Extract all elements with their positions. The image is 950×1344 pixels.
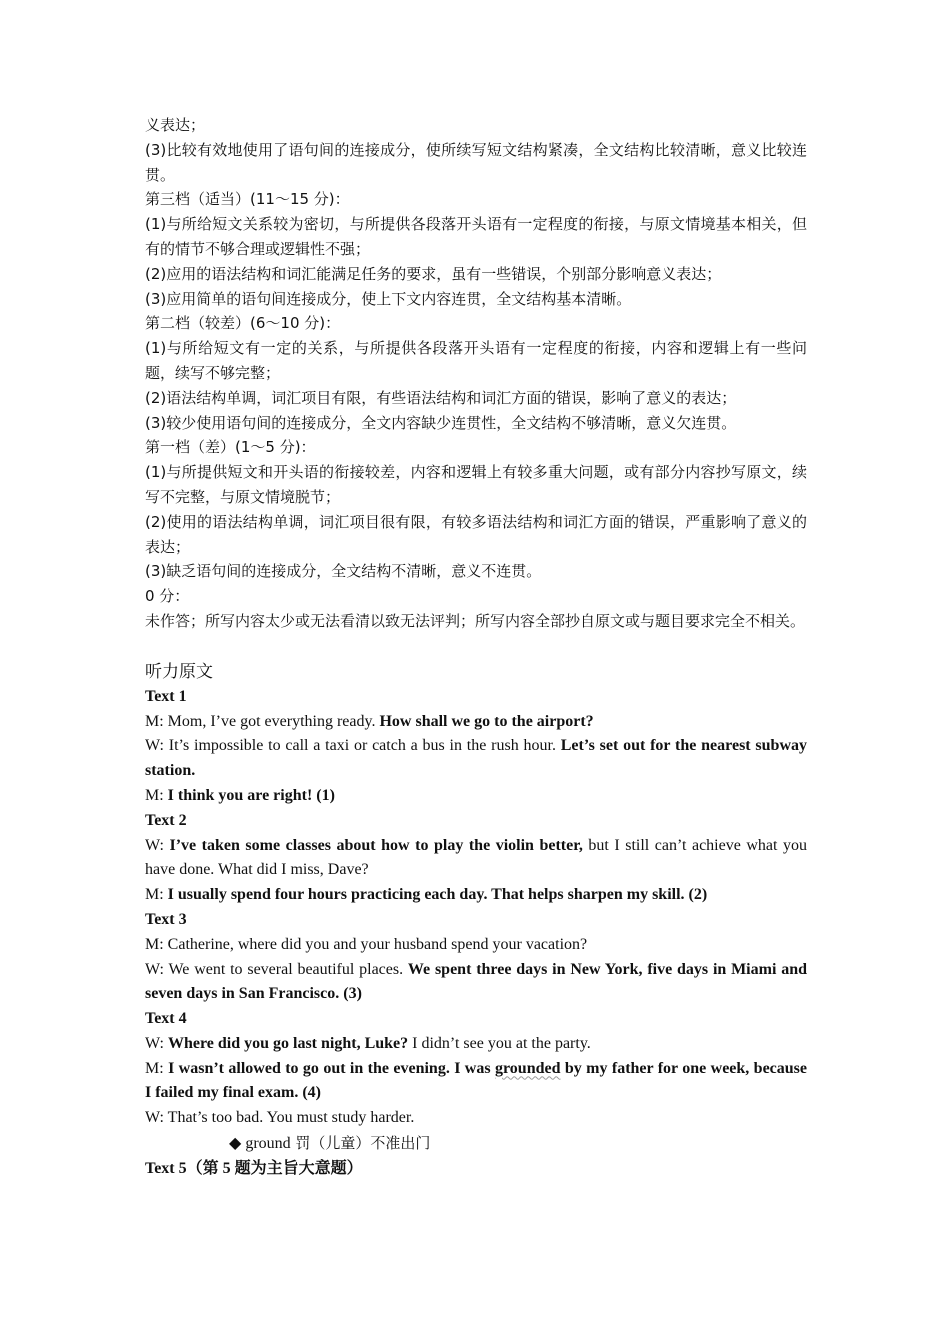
band-2-heading: 第二档（较差）(6～10 分)：	[145, 314, 341, 333]
scoring-line: (3)缺乏语句间的连接成分，全文结构不清晰，意义不连贯。	[145, 562, 542, 581]
dialogue-line: M: Catherine, where did you and your husband spend your vacation?	[145, 935, 588, 953]
scoring-line: 未作答；所写内容太少或无法看清以致无法评判；所写内容全部抄自原文或与题目要求完全不相关。	[145, 611, 806, 630]
dialogue-line	[145, 710, 807, 735]
dialogue-line	[145, 834, 807, 884]
band-0-heading: 0 分：	[145, 587, 190, 606]
dialogue-text: M:	[145, 886, 168, 904]
underlined-keyword: grounded	[494, 1059, 561, 1077]
dialogue-bold-text: Where did you go last night, Luke?	[167, 1034, 409, 1052]
dialogue-bold-text: I wasn’t allowed to go out in the evening. I was	[168, 1059, 495, 1077]
note-word: ground	[241, 1135, 291, 1153]
scoring-line: (3)比较有效地使用了语句间的连接成分，使所续写短文结构紧凑，全文结构比较清晰，意义比较连贯。	[145, 140, 807, 184]
text-4-label: Text 4	[145, 1010, 187, 1028]
dialogue-bold-text: I think you are right! (1)	[167, 786, 335, 804]
dialogue-text: W: It’s impossible to call a taxi or catch a bus in the rush hour.	[145, 737, 561, 755]
scoring-line: (2)应用的语法结构和词汇能满足任务的要求，虽有一些错误，个别部分影响意义表达；	[145, 264, 722, 283]
dialogue-bold-text: I’ve taken some classes about how to play the violin better,	[169, 836, 583, 854]
text-2-label: Text 2	[145, 811, 187, 829]
scoring-line: (1)与所给短文关系较为密切，与所提供各段落开头语有一定程度的衔接，与原文情境基本相关，但有的情节不够合理或逻辑性不强；	[145, 215, 807, 258]
scoring-line: (1)与所提供短文和开头语的衔接较差，内容和逻辑上有较多重大问题，或有部分内容抄写原文，续写不完整，与原文情境脱节；	[145, 463, 807, 506]
text-5-label: Text 5（第 5 题为主旨大意题）	[145, 1159, 363, 1177]
dialogue-line	[145, 958, 807, 1008]
dialogue-line	[145, 883, 807, 908]
text-1-label: Text 1	[145, 687, 187, 705]
scoring-line: (3)较少使用语句间的连接成分，全文内容缺少连贯性，全文结构不够清晰，意义欠连贯。	[145, 413, 737, 432]
dialogue-line	[145, 1032, 807, 1057]
band-3-heading: 第三档（适当）(11～15 分)：	[145, 190, 350, 209]
dialogue-line	[145, 784, 807, 809]
text-3-label: Text 3	[145, 910, 187, 928]
dialogue-line: W: That’s too bad. You must study harder.	[145, 1109, 415, 1127]
scoring-criteria	[145, 113, 807, 634]
dialogue-text: M:	[145, 786, 168, 804]
dialogue-text: but I still can’t achieve what you have done. What did I miss, Dave?	[145, 836, 807, 879]
vocabulary-note	[145, 1131, 807, 1157]
dialogue-bold-text: Let’s set out for the nearest subway station.	[145, 737, 808, 780]
listening-transcript	[145, 659, 807, 1182]
scoring-line: (2)语法结构单调，词汇项目有限，有些语法结构和词汇方面的错误，影响了意义的表达；	[145, 388, 737, 407]
dialogue-line	[145, 1057, 807, 1107]
dialogue-bold-text: How shall we go to the airport?	[379, 712, 594, 730]
page-content	[145, 113, 807, 1182]
scoring-line: (2)使用的语法结构单调，词汇项目很有限，有较多语法结构和词汇方面的错误，严重影响了意义的表达；	[145, 512, 807, 556]
section-spacer	[145, 634, 807, 659]
dialogue-text: W:	[145, 1034, 168, 1052]
listening-heading: 听力原文	[145, 661, 213, 682]
scoring-line: 义表达；	[145, 116, 206, 134]
dialogue-bold-text: I usually spend four hours practicing each day. That helps sharpen my skill. (2)	[167, 886, 708, 904]
dialogue-text: I didn’t see you at the party.	[408, 1034, 591, 1052]
dialogue-text: M:	[145, 1059, 169, 1077]
dialogue-line	[145, 734, 807, 784]
dialogue-text: M: Mom, I’ve got everything ready.	[145, 712, 380, 730]
scoring-line: (3)应用简单的语句间连接成分，使上下文内容连贯，全文结构基本清晰。	[145, 289, 632, 308]
band-1-heading: 第一档（差）(1～5 分)：	[145, 438, 316, 457]
diamond-bullet-icon: ◆	[229, 1135, 242, 1153]
dialogue-text: W: We went to several beautiful places.	[145, 960, 408, 978]
dialogue-text: W:	[145, 836, 170, 854]
dialogue-bold-text: by my father for one week, because I failed my final exam. (4)	[145, 1059, 808, 1102]
note-definition: 罚（儿童）不准出门	[290, 1134, 431, 1153]
dialogue-bold-text: We spent three days in New York, five days in Miami and seven days in San Francisco. (3)	[145, 960, 808, 1003]
scoring-line: (1)与所给短文有一定的关系，与所提供各段落开头语有一定程度的衔接，内容和逻辑上有一些问题，续写不够完整；	[145, 339, 807, 382]
